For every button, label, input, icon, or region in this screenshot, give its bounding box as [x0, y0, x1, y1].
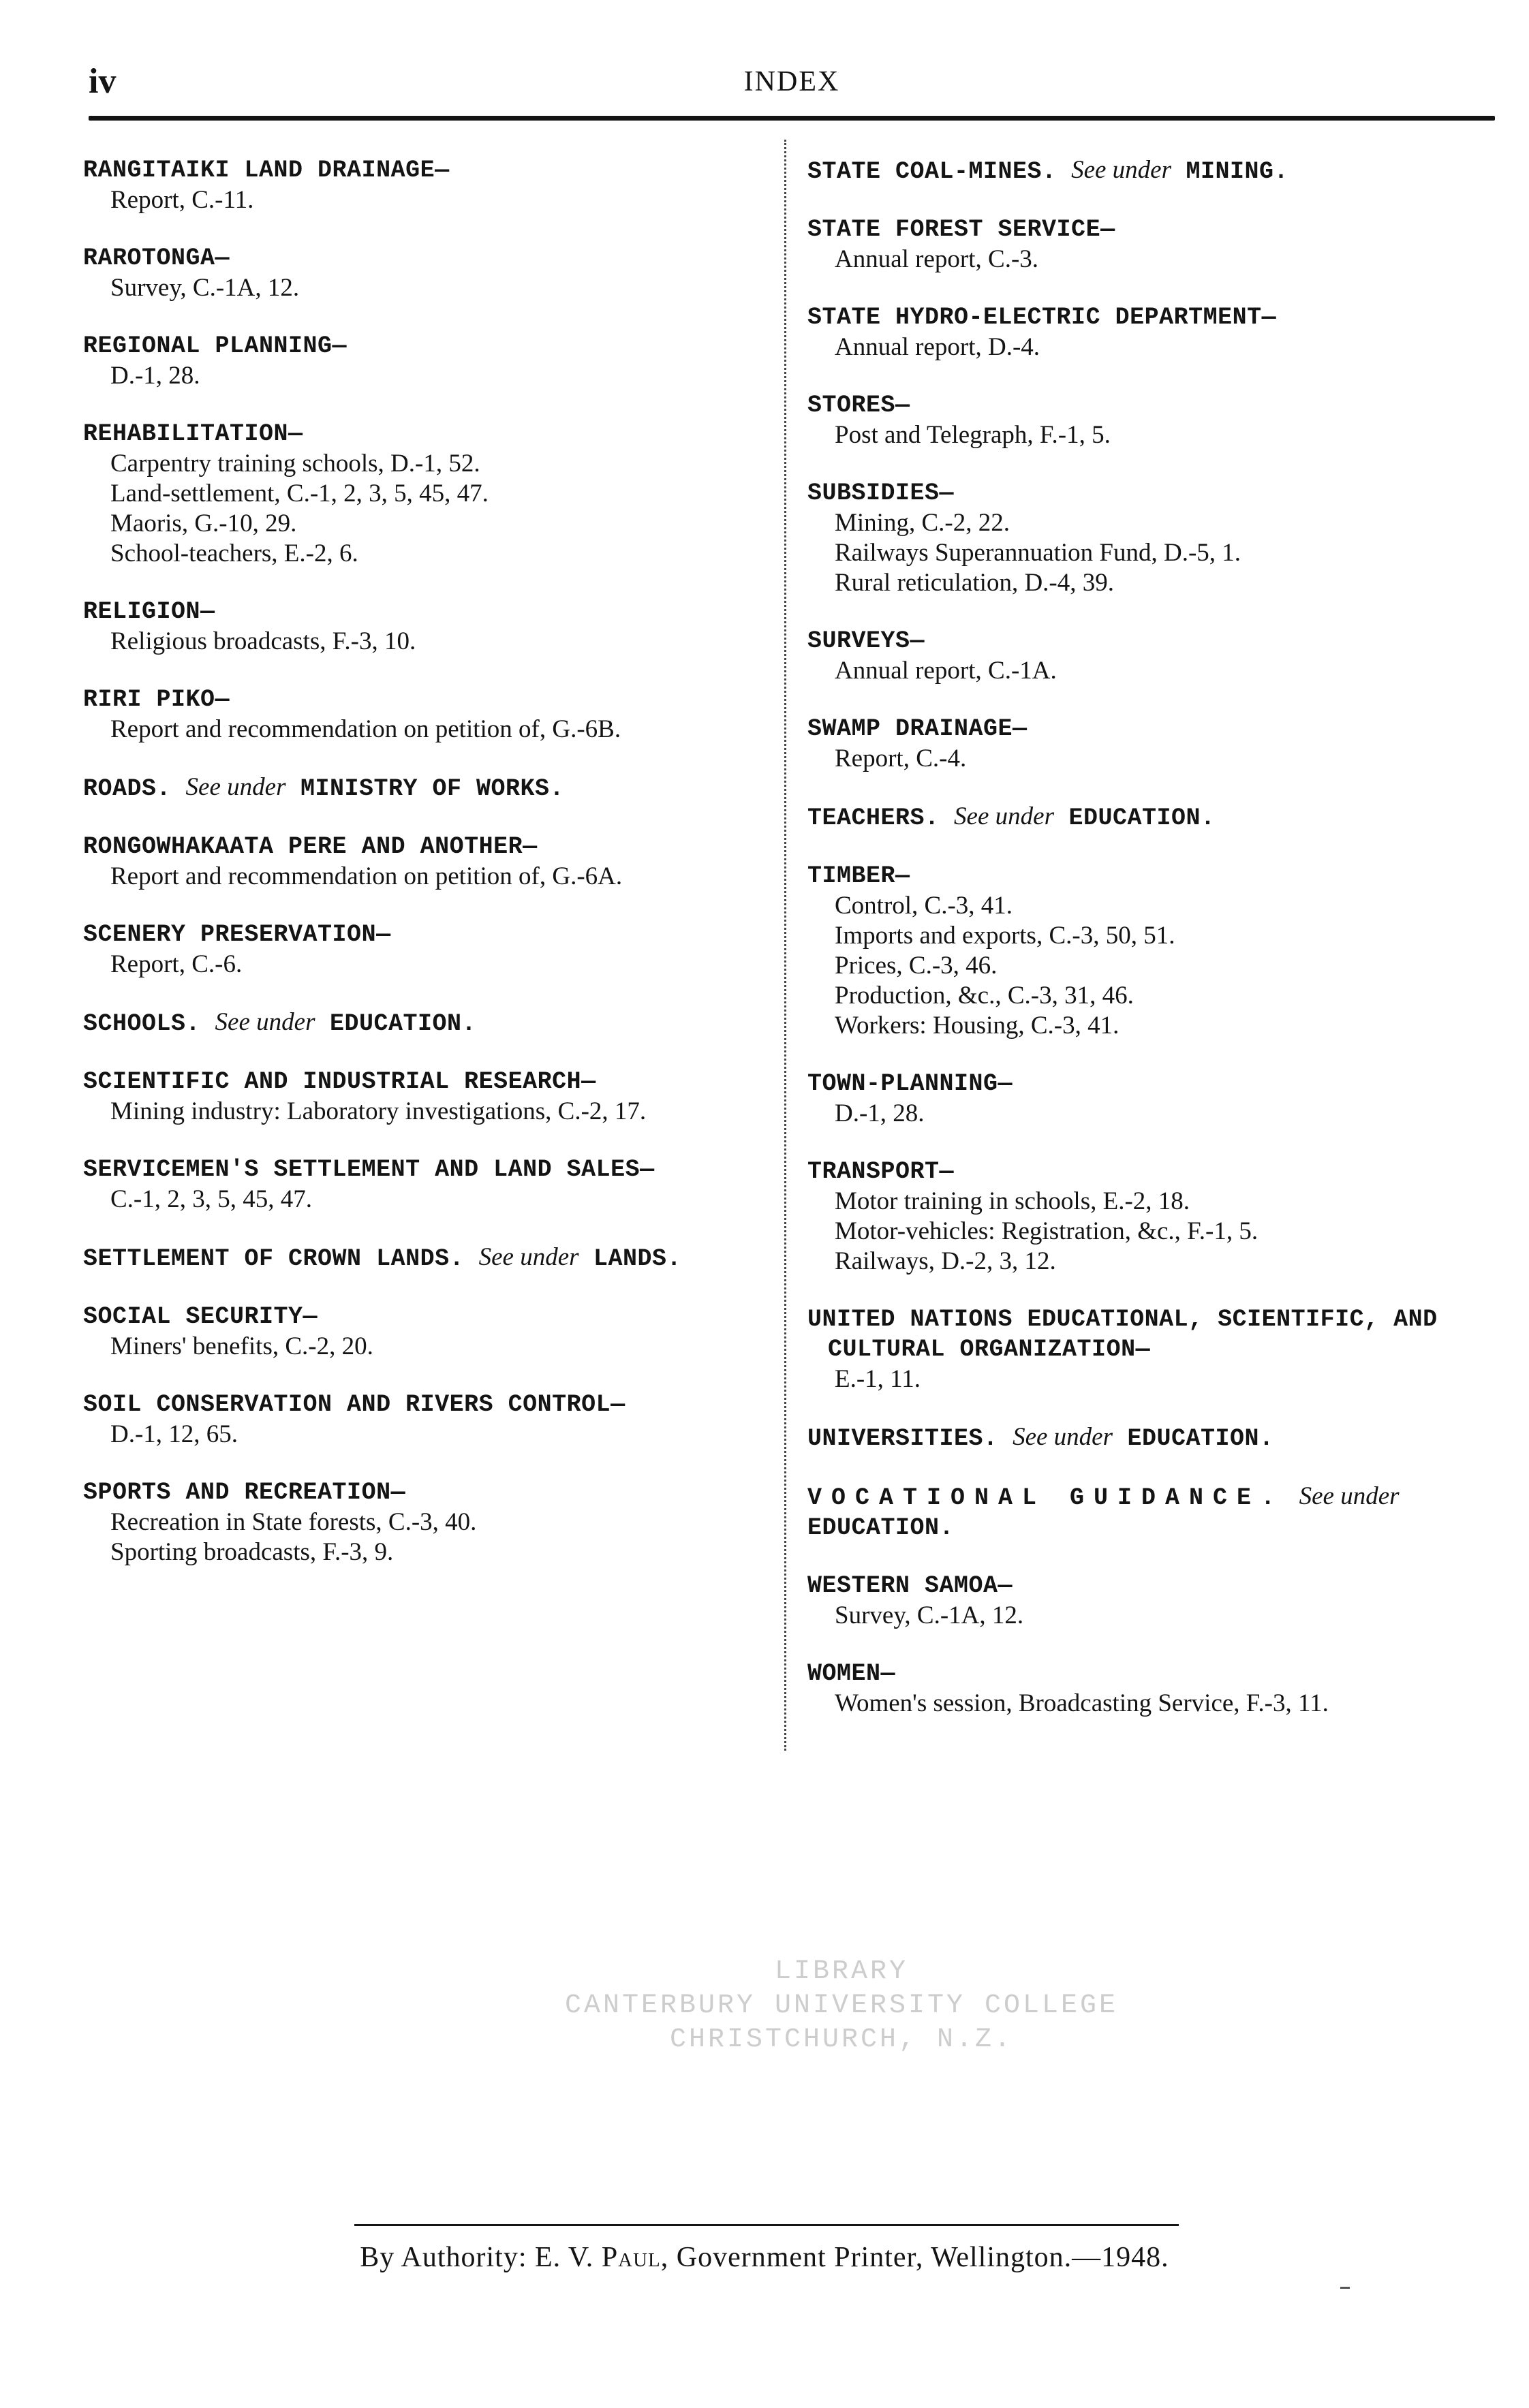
- entry-heading: [83, 331, 764, 361]
- imprint-suffix: , Government Printer, Wellington.—1948.: [660, 2242, 1169, 2273]
- entry-heading-text: UNITED NATIONS EDUCATIONAL, SCIENTIFIC, AND CULTURAL ORGANIZATION—: [807, 1306, 1438, 1363]
- entry-heading-text: RAROTONGA—: [83, 245, 230, 272]
- index-entry: [807, 1422, 1482, 1454]
- page-number: iv: [89, 62, 117, 101]
- entry-subheading: Report and recommendation on petition of, G.-6A.: [110, 862, 623, 890]
- index-entry: [807, 1482, 1482, 1543]
- entry-heading-text: STATE COAL-MINES.: [807, 158, 1057, 185]
- index-entry: [83, 1155, 764, 1215]
- index-entry: [807, 861, 1482, 1041]
- index-entry: [83, 1007, 764, 1039]
- entry-heading: [83, 1007, 764, 1039]
- entry-subheading: Production, &c., C.-3, 31, 46.: [835, 982, 1134, 1010]
- index-entry: [807, 1069, 1482, 1129]
- index-entry: [83, 1477, 764, 1567]
- entry-heading: [83, 1302, 764, 1332]
- entry-heading-text: UNIVERSITIES.: [807, 1425, 998, 1452]
- index-entry: [83, 331, 764, 391]
- entry-subheading: Report, C.-6.: [110, 950, 243, 978]
- cross-reference: MINISTRY OF WORKS.: [300, 775, 565, 802]
- entry-heading-text: STORES—: [807, 392, 910, 419]
- index-entry: [807, 215, 1482, 275]
- index-entry: [83, 597, 764, 657]
- entry-heading: [83, 419, 764, 449]
- entry-subheading: Survey, C.-1A, 12.: [835, 1601, 1024, 1629]
- index-entry: [807, 714, 1482, 774]
- see-under: See under: [185, 773, 286, 801]
- entry-subheading: Workers: Housing, C.-3, 41.: [835, 1012, 1119, 1039]
- entry-heading: [807, 861, 1482, 891]
- entry-heading: [807, 302, 1482, 332]
- entry-heading-text: WOMEN—: [807, 1660, 896, 1687]
- left-column: [83, 155, 764, 1595]
- index-entry: [807, 478, 1482, 598]
- index-entry: [807, 1304, 1482, 1394]
- entry-heading: [807, 802, 1482, 833]
- entry-heading-text: STATE HYDRO-ELECTRIC DEPARTMENT—: [807, 304, 1277, 331]
- entry-heading-text: SUBSIDIES—: [807, 480, 955, 507]
- see-under: See under: [215, 1008, 315, 1036]
- entry-heading: [807, 1571, 1482, 1601]
- entry-heading: [83, 243, 764, 273]
- index-entry: [83, 1067, 764, 1127]
- entry-heading: [807, 1422, 1482, 1454]
- entry-heading-text: SWAMP DRAINAGE—: [807, 715, 1028, 742]
- entry-heading-text: SOIL CONSERVATION AND RIVERS CONTROL—: [83, 1391, 626, 1418]
- entry-heading-text: RONGOWHAKAATA PERE AND ANOTHER—: [83, 833, 538, 860]
- entry-subheading: C.-1, 2, 3, 5, 45, 47.: [110, 1185, 312, 1213]
- header-rule: [89, 116, 1495, 121]
- entry-subheading: Annual report, D.-4.: [835, 333, 1040, 361]
- entry-heading-text: TRANSPORT—: [807, 1158, 955, 1185]
- index-entry: [807, 302, 1482, 362]
- entry-heading-text: SCHOOLS.: [83, 1010, 201, 1037]
- entry-heading: [807, 1482, 1482, 1543]
- entry-subheading: Control, C.-3, 41.: [835, 892, 1013, 920]
- imprint-prefix: By Authority: E. V.: [360, 2242, 594, 2273]
- index-entry: [807, 1571, 1482, 1631]
- entry-heading: [807, 1069, 1482, 1099]
- index-entry: [83, 243, 764, 303]
- stamp-line: CHRISTCHURCH, N.Z.: [669, 2024, 1014, 2055]
- entry-heading: [83, 772, 764, 804]
- cross-reference: LANDS.: [593, 1245, 682, 1272]
- stamp-line: LIBRARY: [774, 1956, 909, 1987]
- entry-heading: [83, 155, 764, 185]
- entry-subheading: Women's session, Broadcasting Service, F.-3, 11.: [835, 1689, 1329, 1717]
- see-under: See under: [478, 1243, 579, 1271]
- entry-subheading: Railways Superannuation Fund, D.-5, 1.: [835, 539, 1241, 567]
- entry-heading: [83, 685, 764, 715]
- entry-heading: [807, 1157, 1482, 1187]
- index-entry: [807, 802, 1482, 833]
- entry-heading: [83, 1067, 764, 1097]
- entry-subheading: D.-1, 28.: [110, 362, 200, 390]
- entry-subheading: Mining industry: Laboratory investigations, C.-2, 17.: [110, 1097, 647, 1125]
- entry-heading-text: SCENERY PRESERVATION—: [83, 921, 391, 948]
- entry-heading: [83, 597, 764, 627]
- entry-heading-text: SPORTS AND RECREATION—: [83, 1479, 406, 1506]
- index-entry: [83, 832, 764, 892]
- column-divider: [784, 140, 786, 1751]
- entry-subheading: Carpentry training schools, D.-1, 52.: [110, 450, 480, 478]
- entry-subheading: Report and recommendation on petition of, G.-6B.: [110, 715, 621, 743]
- entry-subheading: Religious broadcasts, F.-3, 10.: [110, 627, 416, 655]
- cross-reference: EDUCATION.: [329, 1010, 477, 1037]
- entry-subheading: Report, C.-4.: [835, 745, 967, 772]
- entry-subheading: Recreation in State forests, C.-3, 40.: [110, 1508, 477, 1536]
- entry-heading-text: SERVICEMEN'S SETTLEMENT AND LAND SALES—: [83, 1156, 655, 1183]
- entry-heading: [807, 1659, 1482, 1689]
- entry-subheading: Prices, C.-3, 46.: [835, 952, 998, 980]
- entry-heading-text: WESTERN SAMOA—: [807, 1572, 1013, 1599]
- entry-heading: [807, 626, 1482, 656]
- entry-heading-text: REHABILITATION—: [83, 420, 303, 448]
- entry-subheading: Annual report, C.-3.: [835, 245, 1039, 273]
- see-under: See under: [1013, 1423, 1113, 1451]
- entry-heading-text: RIRI PIKO—: [83, 686, 230, 713]
- stray-mark: [1340, 2287, 1350, 2289]
- index-entry: [83, 1390, 764, 1450]
- index-entry: [807, 155, 1482, 187]
- entry-subheading: Annual report, C.-1A.: [835, 657, 1057, 685]
- entry-heading: [807, 215, 1482, 245]
- entry-heading: [807, 1304, 1482, 1364]
- cross-reference: MINING.: [1186, 158, 1289, 185]
- index-entry: [83, 772, 764, 804]
- printer-imprint: [0, 2241, 1529, 2274]
- entry-heading: [83, 1477, 764, 1507]
- entry-heading: [807, 155, 1482, 187]
- see-under: See under: [1299, 1482, 1400, 1510]
- cross-reference: EDUCATION.: [1127, 1425, 1274, 1452]
- entry-subheading: Rural reticulation, D.-4, 39.: [835, 569, 1114, 597]
- imprint-printer-name: Paul: [601, 2242, 661, 2273]
- footer-rule: [354, 2224, 1179, 2226]
- entry-heading-text: REGIONAL PLANNING—: [83, 332, 348, 360]
- entry-subheading: Report, C.-11.: [110, 186, 254, 214]
- entry-heading-text: SOCIAL SECURITY—: [83, 1303, 318, 1330]
- entry-subheading: Maoris, G.-10, 29.: [110, 510, 297, 537]
- cross-reference: EDUCATION.: [1068, 804, 1216, 832]
- entry-subheading: Mining, C.-2, 22.: [835, 509, 1010, 537]
- see-under: See under: [954, 802, 1054, 830]
- entry-heading-text: TIMBER—: [807, 862, 910, 890]
- entry-subheading: Motor training in schools, E.-2, 18.: [835, 1187, 1190, 1215]
- entry-heading-text: VOCATIONAL GUIDANCE.: [807, 1484, 1285, 1512]
- entry-subheading: D.-1, 12, 65.: [110, 1420, 238, 1448]
- cross-reference: EDUCATION.: [807, 1514, 955, 1542]
- entry-heading-text: SCIENTIFIC AND INDUSTRIAL RESEARCH—: [83, 1068, 596, 1095]
- stamp-line: CANTERBURY UNIVERSITY COLLEGE: [564, 1990, 1119, 2021]
- entry-heading: [83, 1155, 764, 1185]
- index-entry: [83, 920, 764, 980]
- entry-heading: [807, 478, 1482, 508]
- entry-subheading: School-teachers, E.-2, 6.: [110, 540, 358, 567]
- entry-heading: [83, 1390, 764, 1420]
- entry-subheading: Imports and exports, C.-3, 50, 51.: [835, 922, 1175, 950]
- entry-subheading: Survey, C.-1A, 12.: [110, 274, 300, 302]
- entry-heading: [83, 1242, 764, 1274]
- entry-heading-text: TOWN-PLANNING—: [807, 1070, 1013, 1097]
- entry-heading-text: ROADS.: [83, 775, 172, 802]
- entry-heading: [807, 390, 1482, 420]
- entry-subheading: Railways, D.-2, 3, 12.: [835, 1247, 1056, 1275]
- entry-heading-text: RANGITAIKI LAND DRAINAGE—: [83, 157, 450, 184]
- index-entry: [807, 626, 1482, 686]
- library-stamp: [518, 1955, 1165, 2057]
- right-column: [807, 155, 1482, 1747]
- index-entry: [83, 155, 764, 215]
- entry-subheading: D.-1, 28.: [835, 1099, 925, 1127]
- index-entry: [83, 685, 764, 745]
- entry-heading-text: TEACHERS.: [807, 804, 940, 832]
- entry-subheading: Sporting broadcasts, F.-3, 9.: [110, 1538, 394, 1566]
- entry-heading-text: SETTLEMENT OF CROWN LANDS.: [83, 1245, 465, 1272]
- index-entry: [83, 1302, 764, 1362]
- entry-subheading: Miners' benefits, C.-2, 20.: [110, 1332, 373, 1360]
- entry-heading-text: SURVEYS—: [807, 627, 925, 655]
- index-entry: [83, 1242, 764, 1274]
- entry-heading: [83, 920, 764, 950]
- entry-subheading: Motor-vehicles: Registration, &c., F.-1, 5.: [835, 1217, 1258, 1245]
- entry-subheading: Land-settlement, C.-1, 2, 3, 5, 45, 47.: [110, 480, 489, 507]
- page-header: [89, 61, 1495, 102]
- entry-heading: [83, 832, 764, 862]
- entry-subheading: Post and Telegraph, F.-1, 5.: [835, 421, 1111, 449]
- index-entry: [83, 419, 764, 569]
- index-entry: [807, 1157, 1482, 1277]
- entry-heading-text: RELIGION—: [83, 598, 215, 625]
- see-under: See under: [1071, 156, 1171, 184]
- entry-heading: [807, 714, 1482, 744]
- index-entry: [807, 1659, 1482, 1719]
- index-entry: [807, 390, 1482, 450]
- entry-heading-text: STATE FOREST SERVICE—: [807, 216, 1115, 243]
- entry-subheading: E.-1, 11.: [835, 1365, 921, 1393]
- running-head: INDEX: [743, 66, 840, 97]
